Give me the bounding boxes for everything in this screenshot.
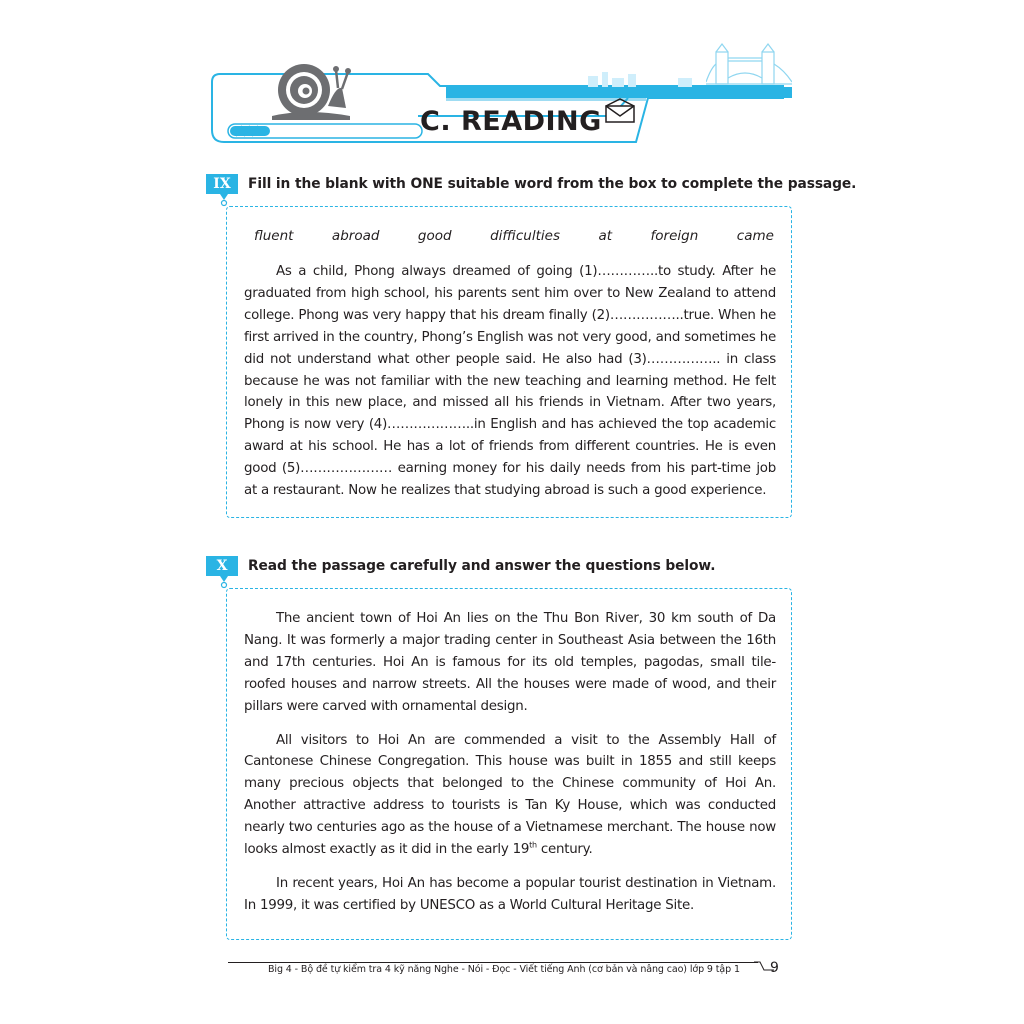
tower-bridge-icon [706,42,792,86]
section-badge-label: IX [213,176,231,192]
word-bank-item: good [417,228,452,244]
cloze-paragraph: As a child, Phong always dreamed of going (1)…………..to study. After he graduated from high school, his parents sent him over to New Zealand to attend college. Phong was very happy that his dream finally (2)……………..true. When he first arrived in the country, Phong’s English was not very good, and sometimes he did not understand what other people said. He also had (3)…………….. in class because he was not familiar with the new teaching and learning method. He felt lonely in this new place, and missed all his friends in Vietnam. After two years, Phong is now very (4)………………..in English and has achieved the top academic award at his school. He has a lot of friends from different countries. He is even good (5)………………… earning money for his daily needs from his part-time job at a restaurant. Now he realizes that studying abroad is such a good experience. [244,264,776,499]
paragraph-text: All visitors to Hoi An are commended a visit to the Assembly Hall of Cantonese Chinese Congregation. This house was built in 1855 and still keeps many precious objects that belonged to the Chinese community of Hoi An. Another attractive address to tourists is Tan Ky House, which was conducted nearly two centuries ago as the house of a Vietnamese merchant. The house now looks almost exactly as it did in the early 19 [244,732,776,858]
snail-icon [266,58,356,122]
reading-passage [244,608,776,917]
footer-book-title: Big 4 - Bộ đề tự kiểm tra 4 kỹ năng Nghe - Nói - Đọc - Viết tiếng Anh (cơ bản và nâng cao) lớp 9 tập 1 [268,964,740,975]
word-bank-item: at [598,228,613,244]
word-bank-item: difficulties [490,228,560,244]
reading-paragraph: The ancient town of Hoi An lies on the Thu Bon River, 30 km south of Da Nang. It was formerly a major trading center in Southeast Asia between the 16th and 17th centuries. Hoi An is famous for its old temples, pagodas, small tile-roofed houses and narrow streets. All the houses were made of wood, and their pillars were carved with ornamental design. [244,611,776,714]
section-badge-label: X [216,558,228,574]
footer-divider [228,962,758,963]
section-instruction: Read the passage carefully and answer the questions below. [248,558,716,574]
ordinal-suffix: th [529,840,537,850]
page-title: C. READING [420,106,602,137]
word-bank-item: came [736,228,774,244]
page-number: 9 [770,960,779,976]
reading-paragraph: In recent years, Hoi An has become a popular tourist destination in Vietnam. In 1999, it was certified by UNESCO as a World Cultural Heritage Site. [244,875,776,913]
word-bank-item: abroad [331,228,380,244]
word-bank [254,228,774,244]
reading-paragraph [244,730,776,861]
section-badge-x [206,556,238,576]
word-bank-item: fluent [254,228,294,244]
word-bank-item: foreign [650,228,699,244]
section-instruction: Fill in the blank with ONE suitable word from the box to complete the passage. [248,176,857,192]
section-badge-ix [206,174,238,194]
cloze-passage [244,261,776,502]
paragraph-text: century. [536,842,593,858]
